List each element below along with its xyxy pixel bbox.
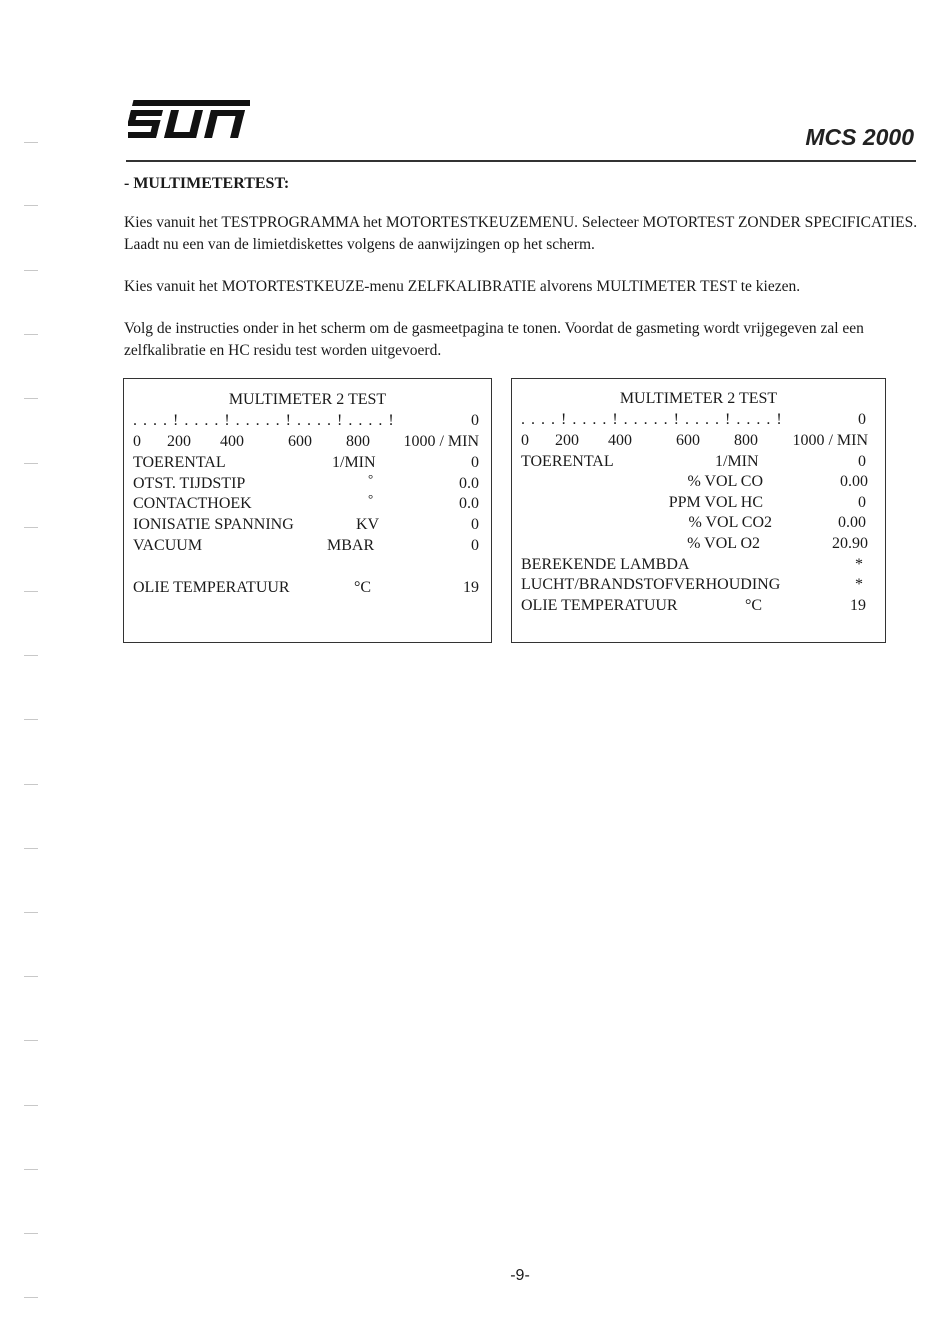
reading-unit: °C: [354, 579, 372, 596]
reading-value: 0: [471, 537, 479, 554]
reading-unit: °C: [745, 597, 763, 614]
reading-label: TOERENTAL: [521, 453, 614, 470]
scale-tick: 800: [346, 433, 370, 450]
reading-value: 0: [858, 494, 866, 511]
reading-row: [124, 579, 491, 600]
reading-row: [512, 597, 885, 618]
reading-value: 19: [463, 579, 479, 596]
scale-tick: 1000 / MIN: [403, 433, 479, 450]
reading-label: LUCHT/BRANDSTOFVERHOUDING: [521, 576, 781, 593]
reading-unit: % VOL O2: [687, 535, 760, 552]
scale-tick: 400: [220, 433, 244, 450]
reading-label: OLIE TEMPERATUUR: [521, 597, 678, 614]
reading-value: 19: [850, 597, 866, 614]
reading-label: CONTACTHOEK: [133, 495, 252, 512]
reading-label: OTST. TIJDSTIP: [133, 475, 246, 492]
reading-unit: KV: [356, 516, 380, 533]
scale-tick: 400: [608, 432, 632, 449]
reading-value: 0.00: [840, 473, 868, 490]
reading-unit: % VOL CO2: [688, 514, 772, 531]
header-rule: [126, 160, 916, 162]
reading-unit: 1/MIN: [715, 453, 759, 470]
reading-value: *: [855, 576, 863, 593]
product-name: MCS 2000: [805, 124, 914, 150]
multimeter-panel-left: [123, 378, 492, 643]
scale-tick: 200: [167, 433, 191, 450]
reading-row: [124, 491, 491, 516]
reading-row: [512, 576, 885, 597]
paragraph-3: Volg de instructies onder in het scherm om de gasmeetpagina te tonen. Voordat de gasmeting wordt vrijgegeven zal een zelfkalibratie en HC residu test worden uitgevoerd.: [124, 320, 864, 359]
reading-row: [512, 556, 885, 577]
rpm-scale-bar: . . . . ! . . . . ! . . . . . ! . . . . ! . . . . !: [521, 411, 783, 428]
scale-tick: 0: [521, 432, 529, 449]
scale-tick: 600: [288, 433, 312, 450]
reading-value: 0: [471, 454, 479, 471]
reading-row: [512, 473, 885, 494]
reading-label: BEREKENDE LAMBDA: [521, 556, 690, 573]
reading-unit: 1/MIN: [332, 454, 376, 471]
reading-row: [124, 454, 491, 475]
reading-row: [124, 471, 491, 496]
reading-value: 0.0: [459, 495, 479, 512]
rpm-scale-value: 0: [471, 412, 479, 429]
reading-unit: MBAR: [327, 537, 375, 554]
reading-row: [512, 453, 885, 474]
reading-row: [512, 494, 885, 515]
section-heading: - MULTIMETERTEST:: [124, 175, 290, 192]
reading-value: 0.00: [838, 514, 866, 531]
reading-label: IONISATIE SPANNING: [133, 516, 294, 533]
reading-label: TOERENTAL: [133, 454, 226, 471]
sun-logo: [128, 98, 250, 142]
reading-value: 0.0: [459, 475, 479, 492]
reading-value: *: [855, 556, 863, 573]
reading-value: 0: [471, 516, 479, 533]
paragraph-2: Kies vanuit het MOTORTESTKEUZE-menu ZELFKALIBRATIE alvorens MULTIMETER TEST te kiezen.: [124, 278, 801, 295]
scale-tick: 0: [133, 433, 141, 450]
rpm-scale-bar: . . . . ! . . . . ! . . . . . ! . . . . ! . . . . !: [133, 412, 395, 429]
paragraph-1: Kies vanuit het TESTPROGRAMMA het MOTORTESTKEUZEMENU. Selecteer MOTORTEST ZONDER SPECIFICATIES. Laadt nu een van de limietdiskettes volgens de aanwijzingen op het scherm.: [124, 214, 918, 253]
reading-row: [124, 537, 491, 558]
reading-row: [512, 535, 885, 556]
multimeter-panel-right: [511, 378, 886, 643]
reading-value: 0: [858, 453, 866, 470]
reading-label: VACUUM: [133, 537, 203, 554]
reading-unit: % VOL CO: [687, 473, 763, 490]
reading-unit: PPM VOL HC: [668, 494, 763, 511]
panel-title: MULTIMETER 2 TEST: [228, 391, 387, 408]
scale-tick: 1000 / MIN: [792, 432, 868, 449]
reading-label: OLIE TEMPERATUUR: [133, 579, 290, 596]
scale-tick: 200: [555, 432, 579, 449]
page-number: -9-: [510, 1267, 530, 1284]
reading-row: [512, 514, 885, 535]
reading-value: 20.90: [832, 535, 868, 552]
reading-unit: °: [368, 471, 374, 486]
rpm-scale-value: 0: [858, 411, 866, 428]
scale-tick: 800: [734, 432, 758, 449]
reading-row: [124, 516, 491, 537]
panel-title: MULTIMETER 2 TEST: [619, 390, 778, 407]
reading-unit: °: [368, 491, 374, 506]
scale-tick: 600: [676, 432, 700, 449]
